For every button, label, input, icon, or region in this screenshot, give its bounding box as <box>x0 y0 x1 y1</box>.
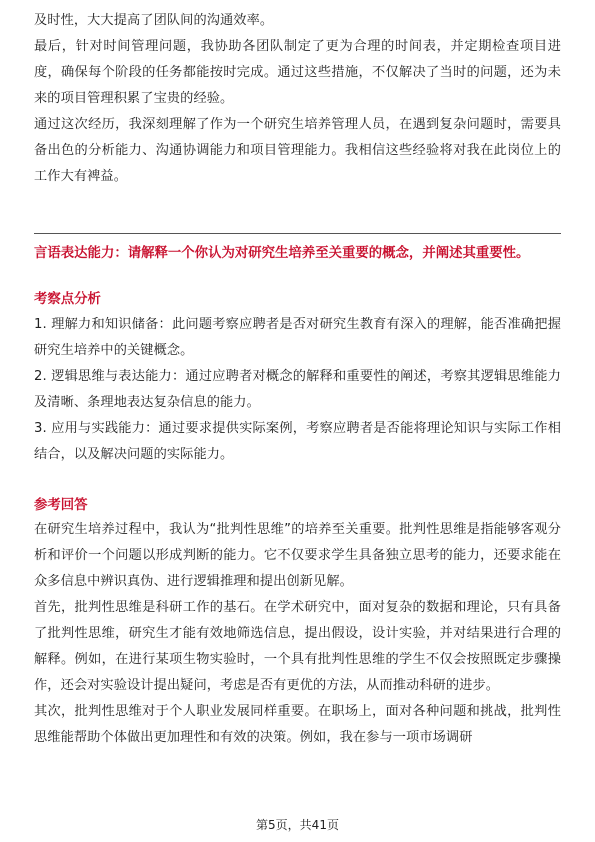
analysis-list <box>34 312 561 468</box>
page-number: 第5页，共41页 <box>256 818 339 832</box>
paragraph: 首先，批判性思维是科研工作的基石。在学术研究中，面对复杂的数据和理论，只有具备了批判性思维，研究生才能有效地筛选信息，提出假设，设计实验，并对结果进行合理的解释。例如，在进行某项生物实验时，一个具有批判性思维的学生不仅会按照既定步骤操作，还会对实验设计提出疑问，考虑是否有更优的方法，从而推动科研的进步。 <box>34 600 561 693</box>
paragraph: 在研究生培养过程中，我认为“批判性思维”的培养至关重要。批判性思维是指能够客观分析和评价一个问题以形成判断的能力。它不仅要求学生具备独立思考的能力，还要求能在众多信息中辨识真伪、进行逻辑推理和提出创新见解。 <box>34 522 561 589</box>
answer-text <box>34 517 561 751</box>
list-item: 2. 逻辑思维与表达能力：通过应聘者对概念的解释和重要性的阐述，考察其逻辑思维能力及清晰、条理地表达复杂信息的能力。 <box>34 369 561 410</box>
paragraph: 及时性，大大提高了团队间的沟通效率。 <box>34 13 274 28</box>
analysis-heading: 考察点分析 <box>34 292 101 307</box>
paragraph: 最后，针对时间管理问题，我协助各团队制定了更为合理的时间表，并定期检查项目进度，确保每个阶段的任务都能按时完成。通过这些措施，不仅解决了当时的问题，还为未来的项目管理积累了宝贵的经验。 <box>34 39 561 106</box>
list-item: 1. 理解力和知识储备：此问题考察应聘者是否对研究生教育有深入的理解，能否准确把握研究生培养中的关键概念。 <box>34 317 561 358</box>
previous-answer-text <box>34 8 561 190</box>
question-title: 言语表达能力：请解释一个你认为对研究生培养至关重要的概念，并阐述其重要性。 <box>34 246 530 261</box>
list-item: 3. 应用与实践能力：通过要求提供实际案例，考察应聘者是否能将理论知识与实际工作相结合，以及解决问题的实际能力。 <box>34 421 561 462</box>
paragraph: 其次，批判性思维对于个人职业发展同样重要。在职场上，面对各种问题和挑战，批判性思维能帮助个体做出更加理性和有效的决策。例如，我在参与一项市场调研 <box>34 704 561 745</box>
answer-heading: 参考回答 <box>34 498 88 513</box>
paragraph: 通过这次经历，我深刻理解了作为一个研究生培养管理人员，在遇到复杂问题时，需要具备出色的分析能力、沟通协调能力和项目管理能力。我相信这些经验将对我在此岗位上的工作大有裨益。 <box>34 117 561 184</box>
section-divider <box>34 233 561 234</box>
